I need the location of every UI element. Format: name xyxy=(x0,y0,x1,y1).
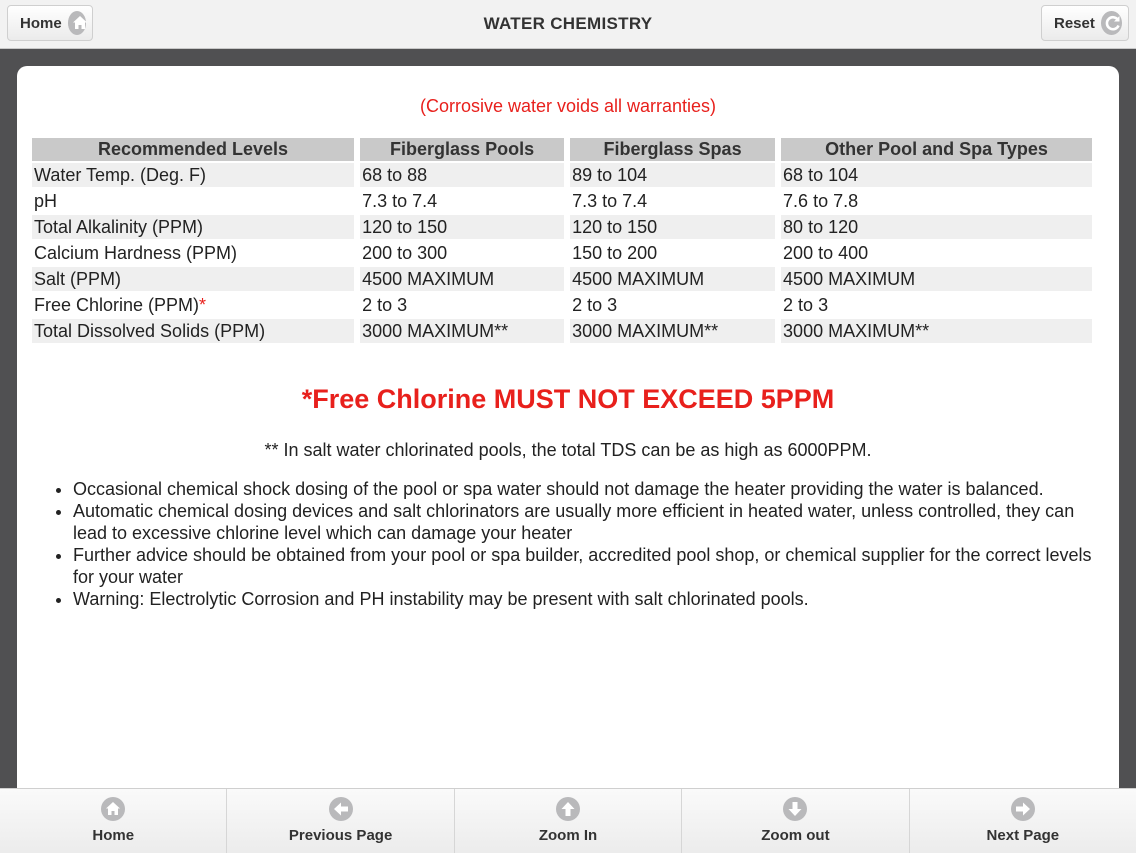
column-header: Fiberglass Pools xyxy=(360,138,564,161)
list-item: • Occasional chemical shock dosing of the pool or spa water should not damage the heater providing the water is balanced. xyxy=(73,478,1111,500)
table-cell: 150 to 200 xyxy=(570,241,775,265)
row-label: Total Dissolved Solids (PPM) xyxy=(32,319,354,343)
zoom-in-button[interactable] xyxy=(455,789,682,853)
table-cell: 200 to 400 xyxy=(781,241,1092,265)
table-row xyxy=(32,319,1092,343)
chlorine-warning: *Free Chlorine MUST NOT EXCEED 5PPM xyxy=(301,384,835,414)
toolbar-label: Home xyxy=(92,827,135,844)
table-cell: 80 to 120 xyxy=(781,215,1092,239)
row-label: Calcium Hardness (PPM) xyxy=(32,241,354,265)
toolbar-label: Zoom In xyxy=(538,827,598,844)
toolbar-home-button[interactable] xyxy=(0,789,227,853)
advice-list xyxy=(33,478,1111,610)
row-label: Water Temp. (Deg. F) xyxy=(32,163,354,187)
water-levels-table xyxy=(26,136,1098,345)
row-label: Salt (PPM) xyxy=(32,267,354,291)
table-row xyxy=(32,189,1092,213)
list-item: • Further advice should be obtained from your pool or spa builder, accredited pool shop, or chemical supplier for the correct levels for your water xyxy=(73,544,1111,588)
table-cell: 120 to 150 xyxy=(570,215,775,239)
reset-icon xyxy=(1101,11,1122,35)
table-cell: 2 to 3 xyxy=(570,293,775,317)
zoom-out-button[interactable] xyxy=(682,789,909,853)
arrow-left-icon xyxy=(329,797,353,821)
column-header: Fiberglass Spas xyxy=(570,138,775,161)
page-title: WATER CHEMISTRY xyxy=(483,14,653,33)
table-cell: 7.3 to 7.4 xyxy=(570,189,775,213)
list-item: • Warning: Electrolytic Corrosion and PH instability may be present with salt chlorinated pools. xyxy=(73,588,1111,610)
next-page-button[interactable] xyxy=(910,789,1136,853)
table-cell: 3000 MAXIMUM** xyxy=(781,319,1092,343)
table-cell: 4500 MAXIMUM xyxy=(360,267,564,291)
table-cell: 4500 MAXIMUM xyxy=(781,267,1092,291)
warranty-note: (Corrosive water voids all warranties) xyxy=(419,96,717,116)
top-bar xyxy=(0,0,1136,49)
row-label: Total Alkalinity (PPM) xyxy=(32,215,354,239)
table-cell: 200 to 300 xyxy=(360,241,564,265)
table-cell: 3000 MAXIMUM** xyxy=(570,319,775,343)
toolbar-label: Next Page xyxy=(986,827,1060,844)
table-cell: 2 to 3 xyxy=(360,293,564,317)
toolbar-label: Previous Page xyxy=(288,827,393,844)
home-icon xyxy=(101,797,125,821)
arrow-up-icon xyxy=(556,797,580,821)
bottom-toolbar xyxy=(0,788,1136,853)
tds-note: ** In salt water chlorinated pools, the total TDS can be as high as 6000PPM. xyxy=(264,440,872,460)
table-cell: 7.6 to 7.8 xyxy=(781,189,1092,213)
previous-page-button[interactable] xyxy=(227,789,454,853)
table-cell: 68 to 88 xyxy=(360,163,564,187)
arrow-down-icon xyxy=(783,797,807,821)
table-cell: 4500 MAXIMUM xyxy=(570,267,775,291)
home-button-label: Home xyxy=(20,14,62,32)
table-cell: 89 to 104 xyxy=(570,163,775,187)
table-cell: 7.3 to 7.4 xyxy=(360,189,564,213)
list-item: • Automatic chemical dosing devices and salt chlorinators are usually more efficient in heated water, unless controlled, they can lead to excessive chlorine level which can damage your heater xyxy=(73,500,1111,544)
table-cell: 2 to 3 xyxy=(781,293,1092,317)
table-cell: 3000 MAXIMUM** xyxy=(360,319,564,343)
arrow-right-icon xyxy=(1011,797,1035,821)
content-card xyxy=(17,66,1119,806)
table-cell: 120 to 150 xyxy=(360,215,564,239)
table-row xyxy=(32,293,1092,317)
table-cell: 68 to 104 xyxy=(781,163,1092,187)
row-label-text: Free Chlorine (PPM) xyxy=(34,294,200,315)
row-label: pH xyxy=(32,189,354,213)
toolbar-label: Zoom out xyxy=(761,827,830,844)
table-row xyxy=(32,241,1092,265)
table-row xyxy=(32,163,1092,187)
table-header-row xyxy=(32,138,1092,161)
column-header: Recommended Levels xyxy=(32,138,354,161)
column-header: Other Pool and Spa Types xyxy=(781,138,1092,161)
footnote-marker: * xyxy=(199,294,207,315)
reset-button[interactable] xyxy=(1041,5,1129,41)
table-row xyxy=(32,215,1092,239)
row-label xyxy=(32,293,354,317)
table-row xyxy=(32,267,1092,291)
reset-button-label: Reset xyxy=(1054,14,1095,32)
